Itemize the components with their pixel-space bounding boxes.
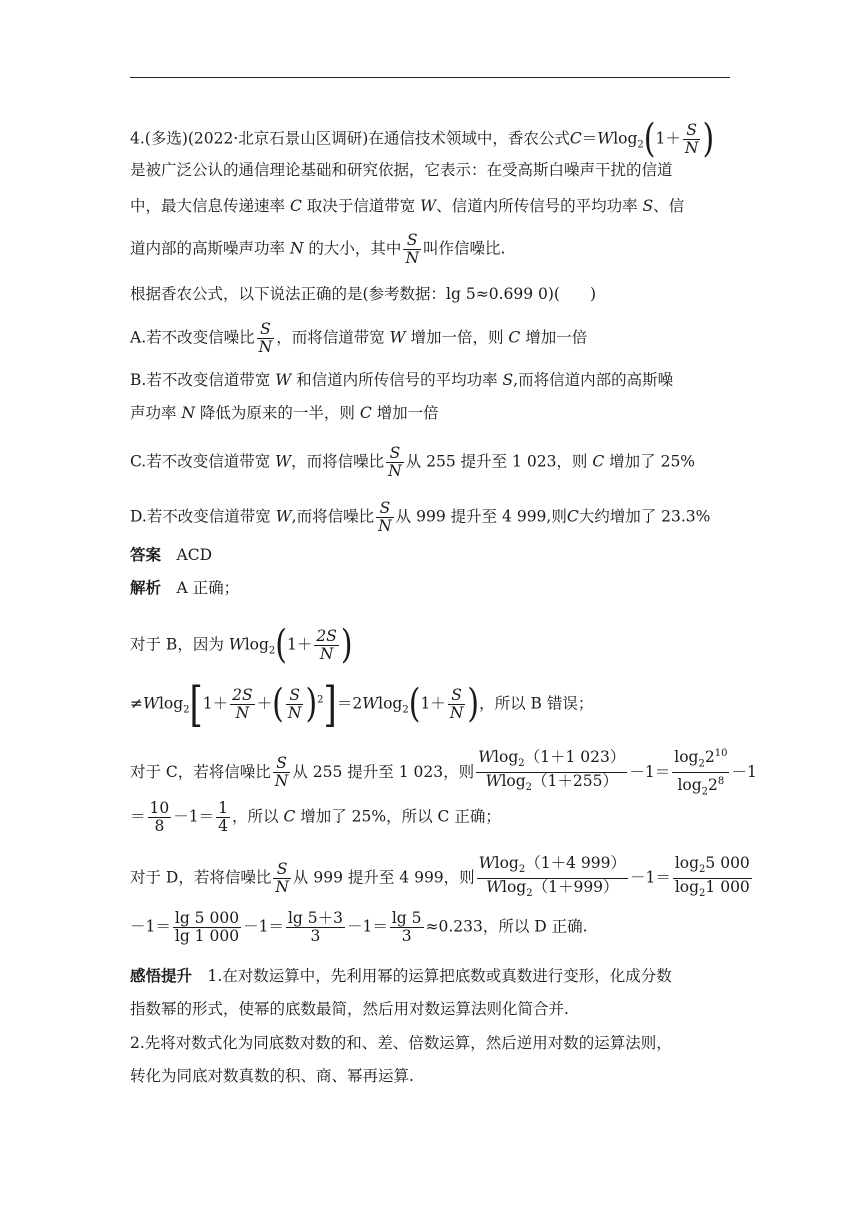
- insight-line-3: 2.先将对数式化为同底数对数的和、差、倍数运算，然后逆用对数的运算法则，: [130, 1034, 672, 1052]
- analysis-line-a: 解析 A 正确；: [130, 578, 240, 597]
- insight-label: 感悟提升: [130, 966, 193, 985]
- option-b-line-2: 声功率 N 降低为原来的一半，则 C 增加一倍: [130, 404, 439, 422]
- fraction-s-over-n: $\frac{S}{N}$: [287, 686, 302, 722]
- fraction-log-ratio: $\frac{\log_22^{10}}{\log_22^8}$: [672, 745, 729, 801]
- question-line-4: 道内部的高斯噪声功率 N 的大小，其中 $\frac{S}{N}$ 叫作信噪比.: [130, 231, 506, 267]
- question-line-1: 4.(多选)(2022·北京石景山区调研)在通信技术领域中，香农公式C＝Wlog$_2$(1＋ $\frac{S}{N}$ ): [130, 116, 715, 162]
- fraction-s-over-n: $\frac{S}{N}$: [275, 860, 289, 897]
- fraction-s-over-n: $\frac{S}{N}$: [388, 444, 402, 480]
- answer-line: [130, 545, 750, 565]
- fraction-s-over-n: $\frac{S}{N}$: [405, 231, 419, 267]
- analysis-b-line-1: 对于 B，因为 Wlog$_2$(1＋ $\frac{2S}{N}$ ): [130, 622, 353, 668]
- analysis-b-line-2: ≠Wlog$_2$[1＋ $\frac{2S}{N}$ ＋( $\frac{S}{N}$ )$^2$]＝2Wlog$_2$(1＋ $\frac{S}{N}$ )，所以 B 错误；: [130, 676, 594, 733]
- option-b-line-1: B.若不改变信道带宽 W 和信道内所传信号的平均功率 S,而将信道内部的高斯噪: [130, 371, 674, 389]
- header-rule: [130, 77, 730, 78]
- analysis-c-line-1: 对于 C，若将信噪比 $\frac{S}{N}$ 从 255 提升至 1 023，则 $\frac{Wlog_2(1+1 023)}{Wlog_2(1+255)}$ －1＝ $\frac{\log_22^{10}}{\log_22^8}$ －1: [130, 745, 750, 801]
- analysis-label: 解析: [130, 578, 162, 597]
- insight-line-1: 感悟提升 1.在对数运算中，先利用幂的运算把底数或真数进行变形，化成分数: [130, 966, 672, 985]
- insight-line-4: 转化为同底对数真数的积、商、幂再运算.: [130, 1067, 414, 1085]
- analysis-d-line-2: －1＝ $\frac{\lg 5 000}{\lg 1 000}$ －1＝ $\frac{\lg 5+3}{3}$ －1＝ $\frac{\lg 5}{3}$ ≈0.233，所以 D 正确.: [130, 909, 588, 945]
- question-line-5: 根据香农公式，以下说法正确的是(参考数据：lg 5≈0.699 0)( ): [130, 285, 597, 303]
- fraction-d-ratio: $\frac{Wlog_2(1+4 999)}{Wlog_2(1+999)}$: [477, 855, 628, 902]
- fraction-2s-over-n: $\frac{2S}{N}$: [232, 686, 253, 722]
- fraction-2s-over-n: $\frac{2S}{N}$: [316, 627, 337, 663]
- fraction-c-ratio: $\frac{Wlog_2(1+1 023)}{Wlog_2(1+255)}$: [476, 749, 627, 796]
- analysis-c-line-2: ＝ $\frac{10}{8}$ －1＝ $\frac{1}{4}$ ，所以 C 增加了 25%，所以 C 正确；: [130, 799, 501, 835]
- answer-value: ACD: [176, 546, 213, 564]
- fraction-s-over-n: $\frac{S}{N}$: [684, 121, 699, 157]
- question-line-3: 中，最大信息传递速率 C 取决于信道带宽 W、信道内所传信号的平均功率 S、信: [130, 197, 685, 215]
- option-d: D.若不改变信道带宽 W,而将信噪比 $\frac{S}{N}$ 从 999 提升至 4 999,则C大约增加了 23.3%: [130, 499, 711, 535]
- question-line-2: 是被广泛公认的通信理论基础和研究依据，它表示：在受高斯白噪声干扰的信道: [130, 161, 673, 179]
- analysis-d-line-1: 对于 D，若将信噪比 $\frac{S}{N}$ 从 999 提升至 4 999，则 $\frac{Wlog_2(1+4 999)}{Wlog_2(1+999)}$ －1＝ $\frac{\log_25 000}{\log_21 000}$: [130, 855, 750, 902]
- insight-line-2: 指数幂的形式，使幂的底数最简，然后用对数运算法则化简合并.: [130, 1000, 569, 1018]
- fraction-s-over-n: $\frac{S}{N}$: [378, 499, 392, 535]
- fraction-s-over-n: $\frac{S}{N}$: [449, 686, 464, 722]
- answer-label: 答案: [130, 545, 162, 564]
- fraction-s-over-n: $\frac{S}{N}$: [258, 320, 273, 356]
- option-c: C.若不改变信道带宽 W，而将信噪比 $\frac{S}{N}$ 从 255 提升至 1 023，则 C 增加了 25%: [130, 444, 696, 480]
- fraction-s-over-n: $\frac{S}{N}$: [274, 754, 289, 791]
- option-a: A.若不改变信噪比 $\frac{S}{N}$ ，而将信道带宽 W 增加一倍，则 C 增加一倍: [130, 320, 588, 356]
